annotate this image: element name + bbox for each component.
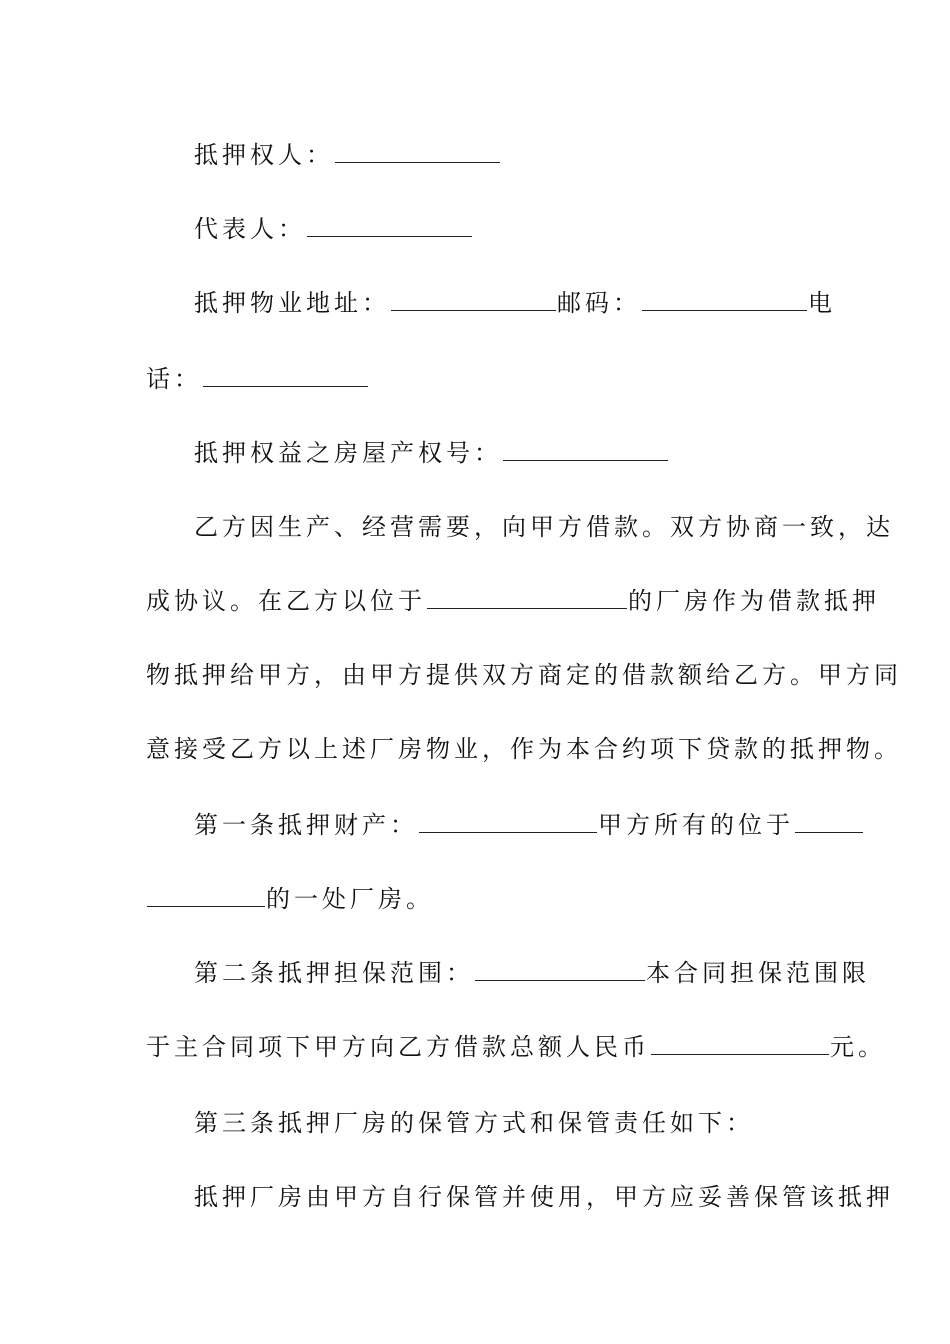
article1-line2 xyxy=(146,882,806,916)
property-address-label: 抵押物业地址： xyxy=(194,289,390,317)
para1-line1 xyxy=(194,510,894,544)
para1-text-1: 乙方因生产、经营需要，向甲方借款。双方协商一致，达 xyxy=(194,513,894,541)
postcode-label: 邮码： xyxy=(557,289,641,317)
phone-blank xyxy=(203,364,368,387)
para1-line3 xyxy=(146,658,902,692)
article2-line2 xyxy=(146,1030,886,1064)
article2-label: 第二条抵押担保范围： xyxy=(194,959,474,987)
property-address-line xyxy=(194,286,836,320)
article2-scope-blank xyxy=(475,958,645,981)
article2-text-2: 于主合同项下甲方向乙方借款总额人民币 xyxy=(146,1033,650,1061)
article1-location-blank-a xyxy=(795,810,863,833)
article1-label: 第一条抵押财产： xyxy=(194,811,418,839)
property-cert-blank xyxy=(503,438,668,461)
phone-label-part1: 电 xyxy=(808,289,836,317)
article2-text-end: 元。 xyxy=(830,1033,886,1061)
para1-line2 xyxy=(146,584,880,618)
article3-line xyxy=(194,1106,806,1140)
representative-blank xyxy=(307,214,472,237)
para1-text-4: 意接受乙方以上述厂房物业，作为本合约项下贷款的抵押物。 xyxy=(146,735,902,763)
para1-text-3: 物抵押给甲方，由甲方提供双方商定的借款额给乙方。甲方同 xyxy=(146,661,902,689)
article3-heading: 第三条抵押厂房的保管方式和保管责任如下： xyxy=(194,1109,754,1137)
mortgagee-blank xyxy=(335,140,500,163)
factory-location-blank xyxy=(427,586,627,609)
article3-body: 抵押厂房由甲方自行保管并使用，甲方应妥善保管该抵押 xyxy=(194,1183,894,1211)
article2-text: 本合同担保范围限 xyxy=(646,959,870,987)
loan-amount-blank xyxy=(651,1032,829,1055)
article1-text-end: 的一处厂房。 xyxy=(266,885,434,913)
property-cert-label: 抵押权益之房屋产权号： xyxy=(194,439,502,467)
article3-body-line xyxy=(194,1180,894,1214)
para1-text-2a: 成协议。在乙方以位于 xyxy=(146,587,426,615)
article1-location-blank-b xyxy=(147,884,265,907)
article1-property-blank xyxy=(419,810,597,833)
article2-line1 xyxy=(194,956,870,990)
representative-line xyxy=(194,212,806,246)
mortgagee-label: 抵押权人： xyxy=(194,141,334,169)
phone-label-part2: 话： xyxy=(146,365,202,393)
para1-line4 xyxy=(146,732,902,766)
property-cert-line xyxy=(194,436,806,470)
article1-line1 xyxy=(194,808,806,842)
representative-label: 代表人： xyxy=(194,215,306,243)
postcode-blank xyxy=(642,288,807,311)
mortgagee-line xyxy=(194,138,806,172)
phone-line xyxy=(146,362,806,396)
para1-text-2b: 的厂房作为借款抵押 xyxy=(628,587,880,615)
article1-text: 甲方所有的位于 xyxy=(598,811,794,839)
property-address-blank xyxy=(391,288,556,311)
